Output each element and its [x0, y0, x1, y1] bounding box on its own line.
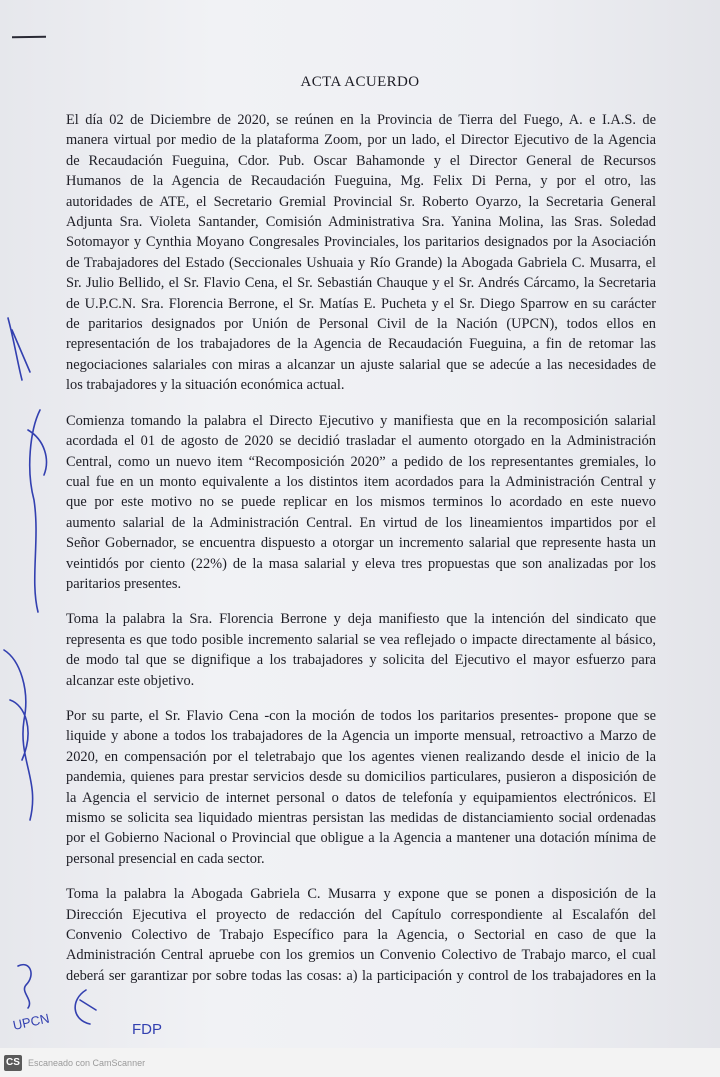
- text-line: acordada el 01 de agosto de 2020 se decidió trasladar el aumento otorgado en la Administración: [66, 433, 656, 450]
- text-line: Administración Central apruebe con los gremios un Convenio Colectivo de Trabajo marco, el cual: [66, 947, 656, 964]
- signature-mark-3: [4, 650, 33, 820]
- text-line: de Trabajadores del Estado (Seccionales Ushuaia y Río Grande) la Abogada Gabriela C. Musarra, el: [66, 254, 656, 271]
- text-line: de paritarios designados por Unión de Personal Civil de la Nación (UPCN), todos ellos en: [66, 316, 656, 333]
- text-line: Toma la palabra la Sra. Florencia Berrone y deja manifiesto que la intención del sindicato que: [66, 611, 656, 628]
- text-line: Adjunta Sra. Violeta Santander, Comisión Administrativa Sra. Yanina Molina, las Sras. Soledad: [66, 214, 656, 231]
- text-line: Sr. Julio Bellido, el Sr. Flavio Cena, el Sr. Sebastián Chauque y el Sr. Andrés Cárcamo, la Secretaria: [66, 275, 656, 292]
- text-line: aumento salarial de la Administración Central. En virtud de los lineamientos impartidos por el: [66, 514, 656, 531]
- camscanner-logo-icon: CS: [4, 1055, 22, 1071]
- text-line: por el Gobierno Nacional o Provincial que obligue a la Agencia a mantener una dotación mínima de: [66, 830, 656, 847]
- text-line: liquide y abone a todos los trabajadores de la Agencia un importe mensual, retroactivo a Marzo de: [66, 728, 656, 745]
- text-line: que por este motivo no se puede replicar en los mismos terminos lo acordado en este nuevo: [66, 494, 656, 511]
- signature-mark-2: [28, 410, 46, 612]
- paragraph: [66, 884, 656, 986]
- signature-mark-5: [75, 990, 96, 1024]
- text-line: deberá ser garantizar por sobre todas las cosas: a) la participación y control de los trabajadores en la: [66, 967, 656, 984]
- text-line: El día 02 de Diciembre de 2020, se reúnen en la Provincia de Tierra del Fuego, A. e I.A.S. de: [66, 112, 656, 128]
- text-line: veintidós por ciento (22%) de la masa salarial y eleva tres propuestas que son analizadas por los: [66, 555, 656, 572]
- text-line: mismo se solicita sea liquidado mientras persistan las medidas de distanciamiento social ordenadas: [66, 810, 656, 826]
- text-line: negociaciones salariales con miras a alcanzar un ajuste salarial que se adecúe a las necesidades de: [66, 356, 656, 373]
- paragraph: [66, 609, 656, 691]
- text-line: de modo tal que se dignifique a los trabajadores y solicita del Ejecutivo el mayor esfuerzo para: [66, 652, 656, 669]
- signature-mark-4: [18, 965, 31, 1008]
- text-line: Humanos de la Agencia de Recaudación Fueguina, Mg. Felix Di Perna, y por el otro, las: [66, 173, 656, 190]
- text-line: de Recaudación Fueguina, Cdor. Pub. Oscar Bahamonde y el Director General de Recursos: [66, 152, 656, 169]
- text-line: pandemia, quienes para prestar servicios desde su domicilios particulares, pusieron a disposición de: [66, 769, 656, 786]
- text-line: Toma la palabra la Abogada Gabriela C. Musarra y expone que se ponen a disposición de la: [66, 886, 656, 903]
- text-line: 2020, en compensación por el teletrabajo que los agentes vienen realizando desde el inicio de la: [66, 748, 656, 765]
- paragraph: [66, 411, 656, 595]
- text-line: autoridades de ATE, el Secretario Gremial Provincial Sr. Roberto Oyarzo, la Secretaria General: [66, 193, 656, 210]
- paragraph: [66, 110, 656, 396]
- text-line: Por su parte, el Sr. Flavio Cena -con la moción de todos los paritarios presentes- propone que se: [66, 707, 656, 724]
- document-title: ACTA ACUERDO: [300, 74, 420, 90]
- text-line: personal presencial en cada sector.: [66, 850, 265, 867]
- text-line: Dirección Ejecutiva el proyecto de redacción del Capítulo correspondiente al Escalafón del: [66, 906, 656, 923]
- text-line: los trabajadores y la situación económica actual.: [66, 377, 345, 394]
- text-line: Sotomayor y Cynthia Moyano Congresales Provinciales, los paritarios designados por la Asociación: [66, 234, 656, 251]
- text-line: Convenio Colectivo de Trabajo Específico para la Agencia, o Sectorial en caso de que la: [66, 927, 656, 944]
- text-line: representación de los trabajadores de la Agencia de Recaudación Fueguina, a fin de retomar las: [66, 336, 656, 353]
- signature-mark-1: [8, 318, 30, 380]
- margin-initials-bottom: FDP: [132, 1021, 162, 1038]
- scanner-footer: [0, 1048, 720, 1077]
- text-line: paritarios presentes.: [66, 575, 182, 592]
- text-line: manera virtual por medio de la plataforma Zoom, por un lado, el Director Ejecutivo de la Agencia: [66, 132, 656, 149]
- text-line: cual fue en un monto equivalente a los distintos item acordados para la Administración Central y: [66, 473, 656, 490]
- scanner-footer-text: Escaneado con CamScanner: [28, 1057, 146, 1068]
- text-line: Comienza tomando la palabra el Directo Ejecutivo y manifiesta que en la recomposición salarial: [66, 412, 656, 429]
- text-line: Señor Gobernador, se encuentra dispuesto a otorgar un incremento salarial que represente hasta un: [66, 535, 656, 552]
- text-line: representa es que todo posible incremento salarial se vea reflejado o impacte directamente al básico,: [66, 631, 656, 648]
- text-line: de U.P.C.N. Sra. Florencia Berrone, el Sr. Matías E. Pucheta y el Sr. Diego Sparrow en su carácter: [66, 295, 656, 312]
- document-body: [66, 110, 656, 1001]
- margin-initials-upcn: UPCN: [11, 1010, 51, 1033]
- text-line: alcanzar este objetivo.: [66, 672, 195, 689]
- text-line: Central, como un nuevo item “Recomposición 2020” a pedido de los representantes gremiales, lo: [66, 453, 656, 470]
- paragraph: [66, 706, 656, 869]
- text-line: la Agencia el servicio de internet personal o datos de telefonía y equipamientos electrónicos. El: [66, 789, 656, 806]
